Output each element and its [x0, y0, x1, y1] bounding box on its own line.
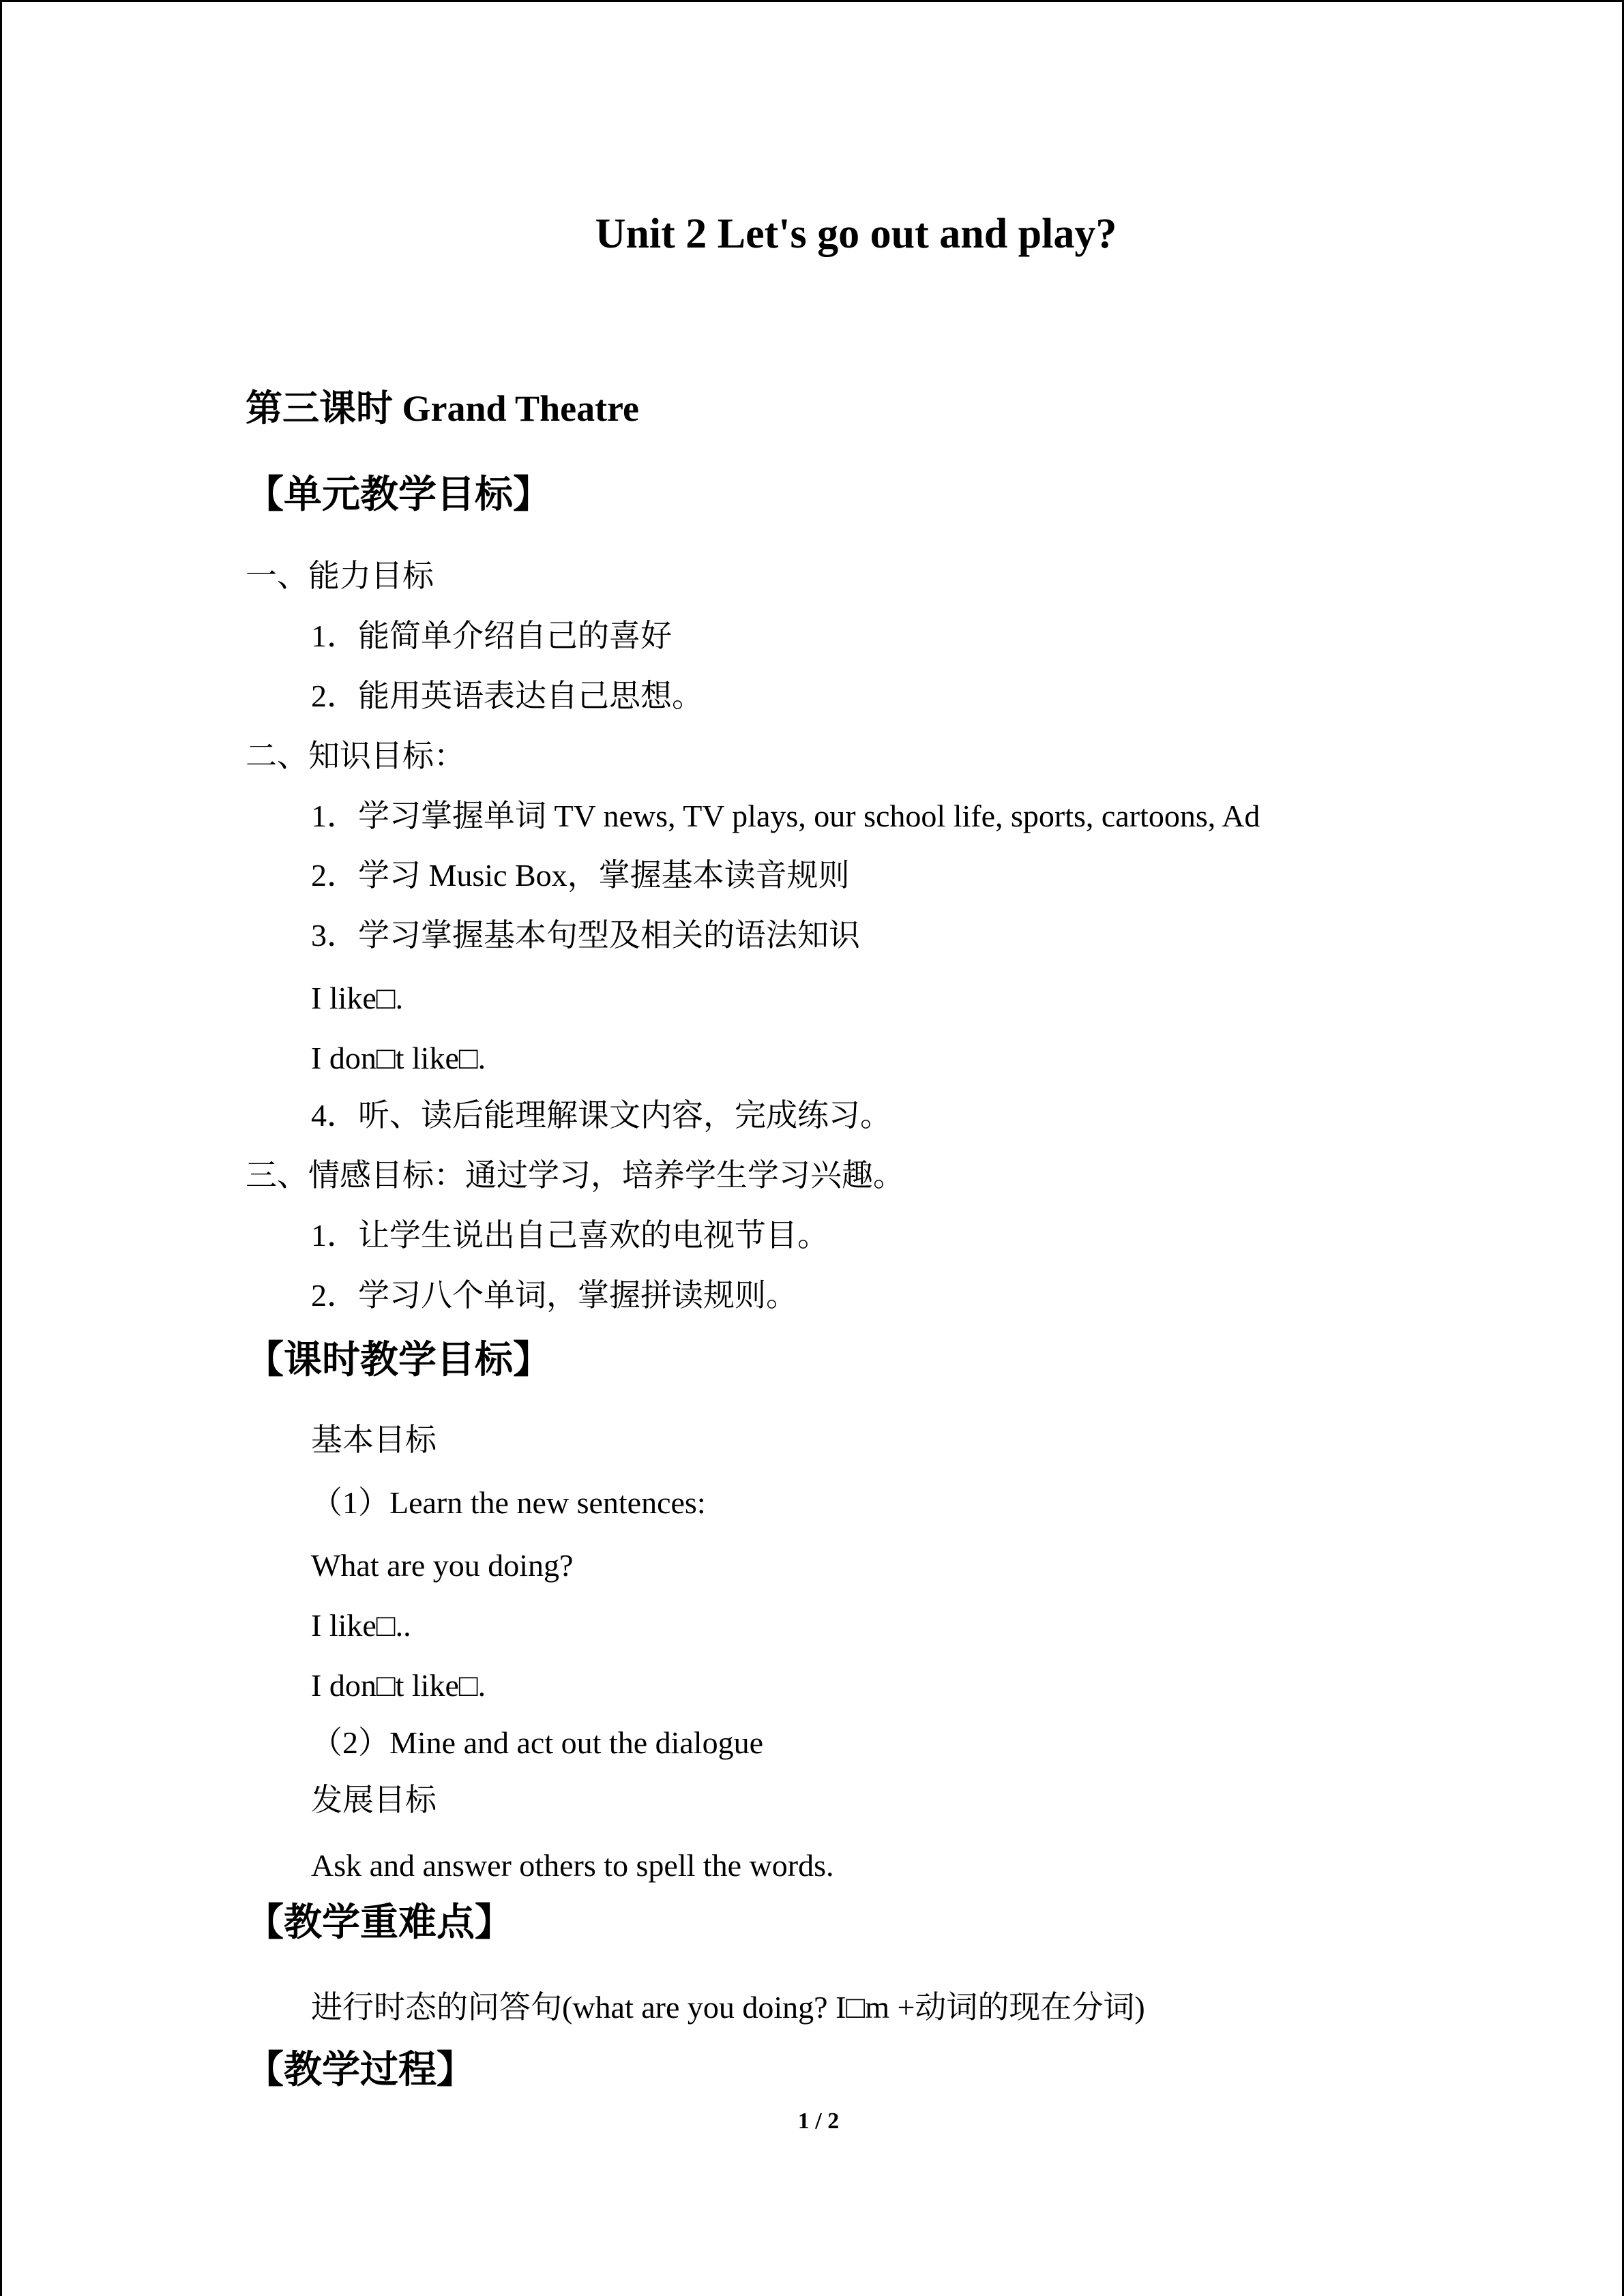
knowledge-goal-item: 2．学习 Music Box，掌握基本读音规则 [311, 858, 850, 893]
lesson-goal-item: （1）Learn the new sentences: [311, 1485, 706, 1520]
basic-goals-label: 基本目标 [311, 1422, 437, 1457]
ability-goals-label: 一、能力目标 [246, 558, 434, 593]
page-number: 1 / 2 [797, 2108, 840, 2134]
sentence-pattern: I don□t like□. [311, 1041, 486, 1075]
emotion-goal-item: 1．让学生说出自己喜欢的电视节目。 [311, 1218, 829, 1253]
example-sentence: I don□t like□. [311, 1668, 486, 1703]
development-goals-label: 发展目标 [311, 1783, 437, 1817]
document-title: Unit 2 Let's go out and play? [595, 211, 1117, 257]
key-points-text: 进行时态的问答句(what are you doing? I□m +动词的现在分词) [311, 1990, 1145, 2025]
example-sentence: What are you doing? [311, 1548, 574, 1583]
example-sentence: I like□.. [311, 1608, 411, 1643]
knowledge-goal-item: 4．听、读后能理解课文内容，完成练习。 [311, 1098, 891, 1133]
unit-goals-heading: 【单元教学目标】 [246, 474, 551, 516]
knowledge-goals-label: 二、知识目标： [246, 739, 465, 773]
process-heading: 【教学过程】 [246, 2049, 475, 2091]
emotion-goals-label: 三、情感目标：通过学习，培养学生学习兴趣。 [246, 1158, 904, 1193]
lesson-goals-heading: 【课时教学目标】 [246, 1339, 551, 1382]
lesson-goal-item: （2）Mine and act out the dialogue [311, 1725, 764, 1760]
emotion-goal-item: 2．学习八个单词，掌握拼读规则。 [311, 1278, 797, 1313]
key-points-heading: 【教学重难点】 [246, 1902, 513, 1944]
ability-goal-item: 1．能简单介绍自己的喜好 [311, 618, 672, 653]
ability-goal-item: 2．能用英语表达自己思想。 [311, 679, 703, 713]
sentence-pattern: I like□. [311, 981, 404, 1015]
development-goal-item: Ask and answer others to spell the words. [311, 1848, 834, 1883]
knowledge-goal-item: 3．学习掌握基本句型及相关的语法知识 [311, 918, 860, 953]
lesson-title: 第三课时 Grand Theatre [246, 388, 640, 429]
knowledge-goal-item: 1．学习掌握单词 TV news, TV plays, our school life, sports, cartoons, Ad [311, 799, 1260, 833]
